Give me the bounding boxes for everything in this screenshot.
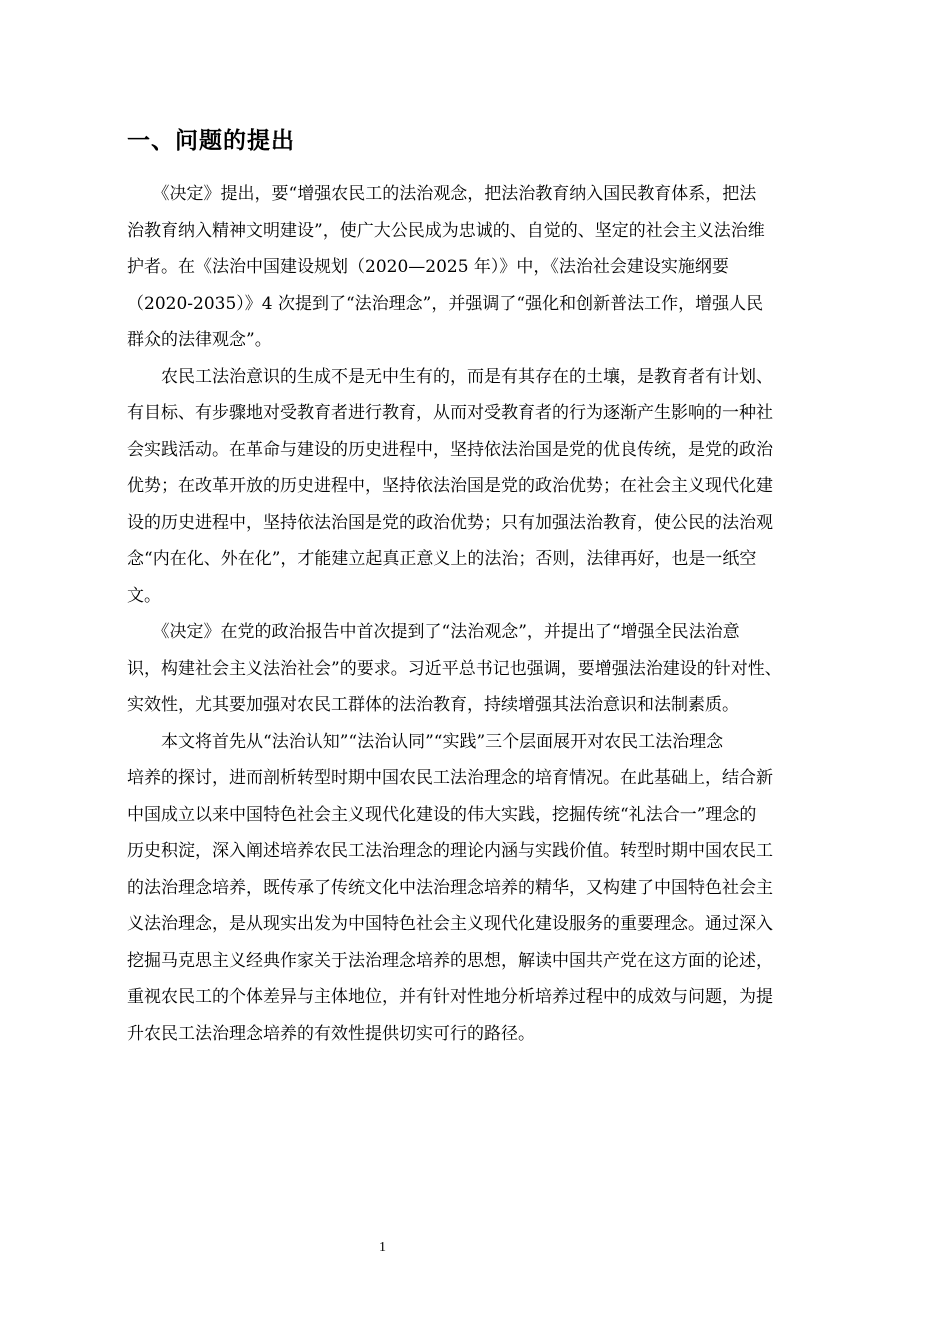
text-line: 识，构建社会主义法治社会”的要求。习近平总书记也强调，要增强法治建设的针对性、 (127, 658, 782, 679)
text-line: 挖掘马克思主义经典作家关于法治理念培养的思想，解读中国共产党在这方面的论述， (127, 950, 773, 971)
text-line: 农民工法治意识的生成不是无中生有的，而是有其存在的土壤，是教育者有计划、 (127, 366, 773, 387)
text-line: 的法治理念培养，既传承了传统文化中法治理念培养的精华，又构建了中国特色社会主 (127, 877, 773, 898)
section-heading: 一、问题的提出 (127, 128, 295, 154)
text-line: 《决定》提出，要“增强农民工的法治观念，把法治教育纳入国民教育体系，把法 (127, 184, 757, 204)
text-line: 文。 (127, 585, 161, 606)
paragraph-3 (127, 614, 862, 724)
text-line: 《决定》在党的政治报告中首次提到了“法治观念”，并提出了“增强全民法治意 (127, 622, 740, 642)
text-line: 本文将首先从“法治认知”“法治认同”“实践”三个层面展开对农民工法治理念 (127, 731, 724, 752)
paragraph-2 (127, 359, 862, 615)
paragraph-4 (127, 724, 862, 1053)
text-line: 优势；在改革开放的历史进程中，坚持依法治国是党的政治优势；在社会主义现代化建 (127, 476, 773, 496)
text-line: 重视农民工的个体差异与主体地位，并有针对性地分析培养过程中的成效与问题，为提 (127, 987, 773, 1007)
text-line: 培养的探讨，进而剖析转型时期中国农民工法治理念的培育情况。在此基础上，结合新 (127, 768, 773, 788)
text-line: 升农民工法治理念培养的有效性提供切实可行的路径。 (127, 1023, 535, 1044)
text-line: 念“内在化、外在化”，才能建立起真正意义上的法治；否则，法律再好，也是一纸空 (127, 549, 757, 569)
text-line: 治教育纳入精神文明建设”，使广大公民成为忠诚的、自觉的、坚定的社会主义法治维 (127, 220, 765, 241)
text-line: 群众的法律观念”。 (127, 330, 272, 350)
text-line: 设的历史进程中，坚持依法治国是党的政治优势；只有加强法治教育，使公民的法治观 (127, 512, 773, 533)
text-line: 会实践活动。在革命与建设的历史进程中，坚持依法治国是党的优良传统，是党的政治 (127, 439, 773, 460)
text-line: 历史积淀，深入阐述培养农民工法治理念的理论内涵与实践价值。转型时期中国农民工 (127, 841, 773, 861)
text-line: 护者。在《法治中国建设规划（2020—2025 年）》中，《法治社会建设实施纲要 (127, 257, 729, 277)
paragraph-1 (127, 176, 862, 359)
text-line: 实效性，尤其要加强对农民工群体的法治教育，持续增强其法治意识和法制素质。 (127, 695, 739, 715)
text-line: （2020-2035）》4 次提到了“法治理念”，并强调了“强化和创新普法工作，增强人民 (127, 293, 764, 314)
body-text (127, 176, 862, 1052)
page-number: 1 (379, 1240, 386, 1255)
text-line: 中国成立以来中国特色社会主义现代化建设的伟大实践，挖掘传统“礼法合一”理念的 (127, 804, 757, 825)
text-line: 义法治理念，是从现实出发为中国特色社会主义现代化建设服务的重要理念。通过深入 (127, 914, 773, 934)
text-line: 有目标、有步骤地对受教育者进行教育，从而对受教育者的行为逐渐产生影响的一种社 (127, 403, 773, 423)
